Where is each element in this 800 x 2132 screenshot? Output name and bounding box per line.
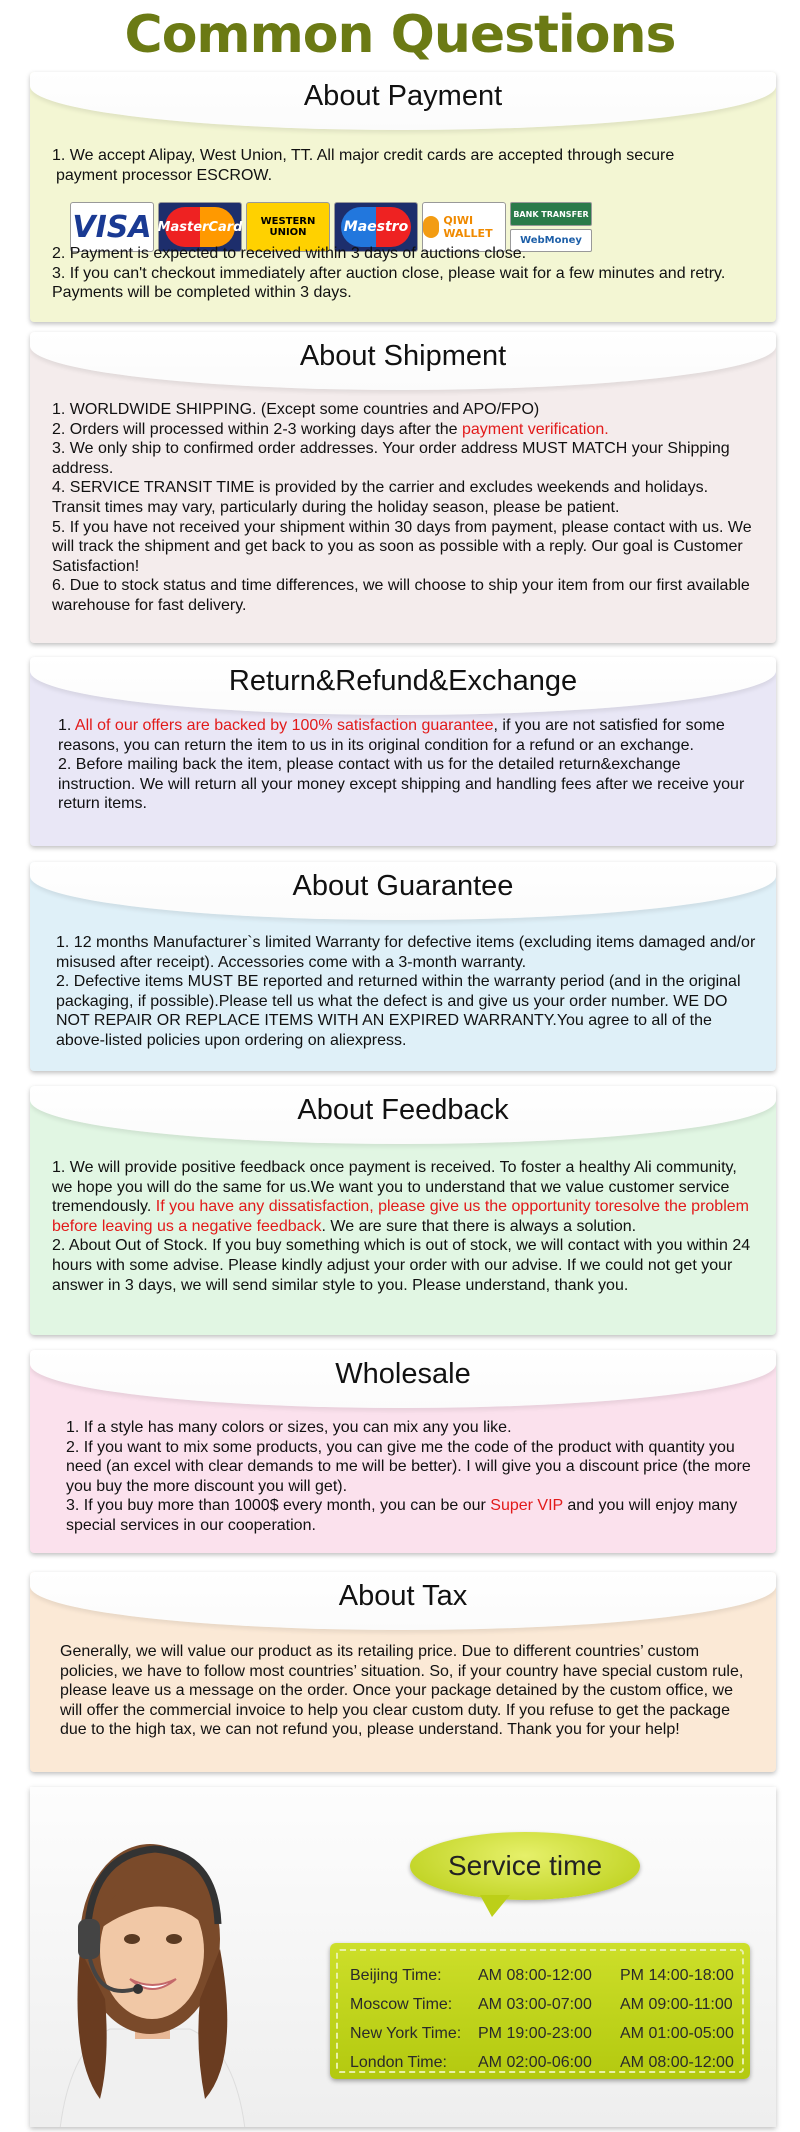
refund-line-2: 2. Before mailing back the item, please contact with us for the detailed return&exchange instruction. We will return all your money except shipping and handling fees after we receive your return items.	[58, 756, 745, 813]
wholesale-line-2: 2. If you want to mix some products, you can give me the code of the product with quantity you need (an excel with clear demands to me will be better). I will give you a discount price (the more you buy the more discount you will get).	[66, 1438, 751, 1495]
time-range-1: AM 03:00-07:00	[478, 1996, 592, 2013]
qiwi-text: QIWI WALLET	[443, 214, 493, 240]
visa-text: VISA	[72, 209, 152, 245]
refund-line-1-prefix: 1.	[58, 717, 75, 734]
payment-line-2: 2. Payment is expected to received within 3 days of auctions close.	[52, 245, 527, 262]
section-body	[56, 933, 758, 1051]
shipment-line-4: 4. SERVICE TRANSIT TIME is provided by the carrier and excludes weekends and holidays. Transit times may vary, particularly during the holiday season, please be patient.	[52, 479, 709, 516]
payment-line-1b: payment processor ESCROW.	[56, 166, 273, 184]
super-vip-highlight: Super VIP	[490, 1497, 563, 1515]
section-title: About Feedback	[297, 1094, 509, 1126]
time-range-2: AM 09:00-11:00	[620, 1996, 733, 2013]
wholesale-line-3-end: and you will enjoy many special services in our cooperation.	[66, 1497, 738, 1534]
guarantee-line-1: 1. 12 months Manufacturer`s limited Warranty for defective items (excluding items damaged and/or misused after receipt). Accessories come with a 3-month warranty.	[56, 934, 756, 971]
feedback-line-1	[52, 1158, 758, 1236]
section-title: About Shipment	[299, 340, 507, 372]
city-label: Moscow Time:	[350, 1996, 453, 2013]
time-row	[350, 1996, 750, 2020]
payment-section	[30, 72, 776, 322]
wholesale-line-3-text: 3. If you buy more than 1000$ every month, you can be our	[66, 1497, 491, 1515]
time-row	[350, 2054, 750, 2078]
section-title: Return&Refund&Exchange	[228, 665, 578, 697]
satisfaction-guarantee-highlight: All of our offers are backed by 100% satisfaction guarantee	[74, 717, 494, 734]
customer-service-agent-image	[40, 1799, 255, 2127]
time-range-2: PM 14:00-18:00	[620, 1967, 734, 1984]
feedback-section	[30, 1086, 776, 1335]
time-range-2: AM 08:00-12:00	[620, 2054, 734, 2071]
shipment-line-2-text: 2. Orders will processed within 2-3 working days after the	[52, 420, 462, 438]
webmoney-text: WebMoney	[510, 229, 592, 252]
section-body-2	[52, 244, 758, 303]
payment-verification-highlight: payment verification.	[461, 420, 609, 438]
shipment-line-5: 5. If you have not received your shipment within 30 days from payment, please contact with us. We will track the shipment and get back to you as soon as possible with a reply. Our goal is Customer Satisfaction!	[52, 518, 752, 575]
shipment-line-2	[52, 420, 758, 440]
bank-transfer-logo-icon	[510, 202, 592, 250]
service-time-table	[330, 1943, 750, 2079]
section-body	[58, 716, 758, 814]
section-body	[66, 1418, 758, 1536]
wholesale-line-3	[66, 1496, 758, 1535]
service-time-section	[30, 1787, 776, 2127]
payment-line-3: 3. If you can't checkout immediately after auction close, please wait for a few minutes and retry. Payments will be completed within 3 days.	[52, 264, 726, 302]
shipment-section	[30, 332, 776, 643]
wholesale-line-1: 1. If a style has many colors or sizes, you can mix any you like.	[66, 1419, 512, 1436]
section-title: About Payment	[303, 80, 503, 112]
feedback-line-2: 2. About Out of Stock. If you buy something which is out of stock, we will contact with you within 24 hours with some advise. Please kindly adjust your order with our advise. If we could not get your answer in 3 days, we will send similar style to you. Please understand, thank you.	[52, 1237, 751, 1294]
time-range-1: AM 02:00-06:00	[478, 2054, 592, 2071]
bank-transfer-text: BANK TRANSFER	[510, 202, 592, 226]
bubble-tail	[480, 1895, 510, 1917]
section-title: About Tax	[338, 1580, 468, 1612]
tax-text: Generally, we will value our product as its retailing price. Due to different countries’ custom policies, we have to follow most countries’ situation. So, if your country have special custom rule, please leave us a message on the order. Once your package detained by the custom office, we will offer the commercial invoice to help you clear custom duty. If you refuse to get the package due to the high tax, we can not refund you, please understand. Thank you for your help!	[60, 1643, 744, 1739]
tax-section	[30, 1572, 776, 1772]
maestro-text: Maestro	[341, 207, 411, 247]
section-title: Wholesale	[335, 1358, 471, 1390]
guarantee-section	[30, 862, 776, 1071]
refund-section	[30, 657, 776, 846]
time-row	[350, 1967, 750, 1991]
mastercard-text: MasterCard	[165, 207, 235, 247]
city-label: Beijing Time:	[350, 1967, 442, 1984]
refund-line-1-text: , if you are not satisfied for some reasons, you can return the item to us in its original condition for a refund or an exchange.	[58, 717, 725, 754]
section-body	[52, 146, 758, 185]
service-time-bubble: Service time	[410, 1832, 640, 1900]
time-range-2: AM 01:00-05:00	[620, 2025, 734, 2042]
guarantee-line-2: 2. Defective items MUST BE reported and returned within the warranty period (and in the original packaging, if possible).Please tell us what the defect is and give us your order number. WE DO NOT REPAIR OR REPLACE ITEMS WITH AN EXPIRED WARRANTY.You agree to all of the above-listed policies upon ordering on aliexpress.	[56, 973, 741, 1049]
payment-line-1: 1. We accept Alipay, West Union, TT. All major credit cards are accepted through secure	[52, 147, 675, 164]
city-label: New York Time:	[350, 2025, 462, 2042]
shipment-line-1: 1. WORLDWIDE SHIPPING. (Except some countries and APO/FPO)	[52, 401, 540, 418]
feedback-line-1-end: . We are sure that there is always a solution.	[321, 1217, 637, 1235]
wholesale-section	[30, 1350, 776, 1553]
section-title: About Guarantee	[292, 870, 514, 902]
time-row	[350, 2025, 750, 2049]
section-body	[52, 400, 758, 616]
time-range-1: AM 08:00-12:00	[478, 1967, 592, 1984]
dissatisfaction-highlight: If you have any dissatisfaction, please give us the opportunity toresolve the problem before leaving us a negative feedback	[52, 1198, 749, 1235]
city-label: London Time:	[350, 2054, 447, 2071]
section-body	[60, 1642, 758, 1740]
page-title: Common Questions	[124, 5, 676, 65]
shipment-line-3: 3. We only ship to confirmed order addresses. Your order address MUST MATCH your Shipping address.	[52, 440, 730, 477]
feedback-line-1-text: 1. We will provide positive feedback once payment is received. To foster a healthy Ali community, we hope you will do the same for us.We want you to understand that we value customer service tremendously.	[52, 1159, 737, 1216]
time-range-1: PM 19:00-23:00	[478, 2025, 592, 2042]
western-union-text: WESTERN UNION	[260, 216, 316, 238]
refund-line-1	[58, 716, 758, 755]
shipment-line-6: 6. Due to stock status and time differences, we will choose to ship your item from our first available warehouse for fast delivery.	[52, 577, 750, 614]
section-body	[52, 1158, 758, 1295]
